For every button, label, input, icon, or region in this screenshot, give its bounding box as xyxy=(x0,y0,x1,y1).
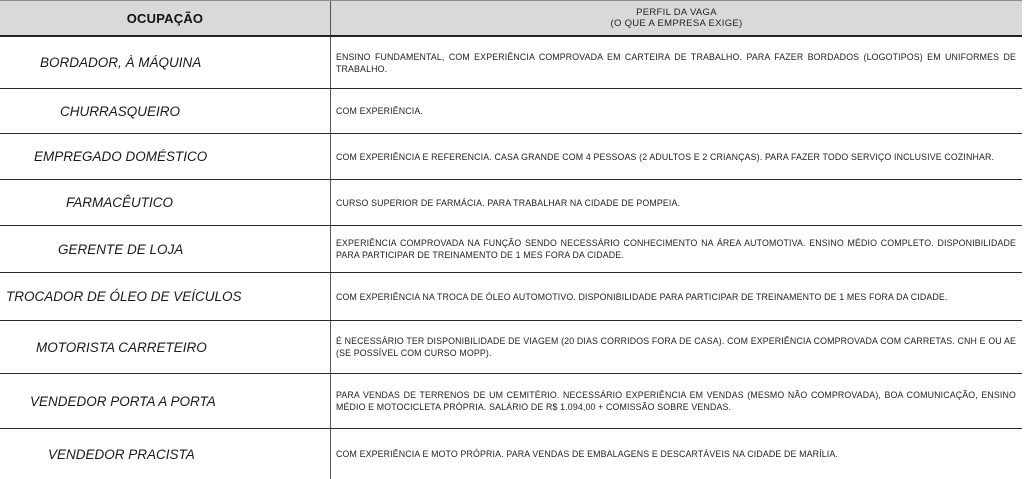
profile-cell xyxy=(330,226,1022,272)
table-row xyxy=(0,134,1022,180)
profile-cell xyxy=(330,89,1022,133)
occupation-cell: BORDADOR, À MÁQUINA xyxy=(40,55,202,70)
header-profile xyxy=(330,1,1022,35)
occupation-cell: CHURRASQUEIRO xyxy=(60,103,181,119)
profile-cell xyxy=(330,374,1022,428)
table-header xyxy=(0,0,1022,37)
table-row xyxy=(0,89,1022,134)
occupation-cell: VENDEDOR PORTA A PORTA xyxy=(30,393,216,409)
profile-text: COM EXPERIÊNCIA NA TROCA DE ÓLEO AUTOMOTIVO. DISPONIBILIDADE PARA PARTICIPAR DE TREINAMENTO DE 1 MES FORA DA CIDADE. xyxy=(336,291,948,302)
profile-text: PARA VENDAS DE TERRENOS DE UM CEMITÉRIO. NECESSÁRIO EXPERIÊNCIA EM VENDAS (MESMO NÃO COMPROVADA), BOA COMUNICAÇÃO, ENSINO MÉDIO E MOTOCICLETA PRÓPRIA. SALÁRIO DE R$ 1.094,00 + COMISSÃO SOBRE VENDAS. xyxy=(336,390,1016,412)
occupation-cell: MOTORISTA CARRETEIRO xyxy=(36,339,207,355)
occupation-cell: GERENTE DE LOJA xyxy=(58,241,184,257)
profile-cell xyxy=(330,180,1022,225)
profile-cell xyxy=(330,273,1022,320)
profile-text: COM EXPERIÊNCIA E REFERENCIA. CASA GRANDE COM 4 PESSOAS (2 ADULTOS E 2 CRIANÇAS). PARA FAZER TODO SERVIÇO INCLUSIVE COZINHAR. xyxy=(336,151,995,162)
profile-cell xyxy=(330,321,1022,373)
header-occupation: OCUPAÇÃO xyxy=(126,10,204,26)
table-row xyxy=(0,180,1022,226)
header-profile-subtitle: (O QUE A EMPRESA EXIGE) xyxy=(610,18,743,29)
table-row xyxy=(0,273,1022,321)
table-row xyxy=(0,429,1022,479)
profile-text: É NECESSÁRIO TER DISPONIBILIDADE DE VIAGEM (20 DIAS CORRIDOS FORA DE CASA). COM EXPERIÊNCIA COMPROVADA COM CARRETAS. CNH E OU AE (SE POSSÍVEL COM CURSO MOPP). xyxy=(336,336,1016,358)
header-profile-title: PERFIL DA VAGA xyxy=(636,7,717,18)
profile-text: ENSINO FUNDAMENTAL, COM EXPERIÊNCIA COMPROVADA EM CARTEIRA DE TRABALHO. PARA FAZER BORDADOS (LOGOTIPOS) EM UNIFORMES DE TRABALHO. xyxy=(336,51,1016,74)
profile-cell xyxy=(330,134,1022,179)
table-row xyxy=(0,226,1022,273)
profile-text: EXPERIÊNCIA COMPROVADA NA FUNÇÃO SENDO NECESSÁRIO CONHECIMENTO NA ÁREA AUTOMOTIVA. ENSINO MÉDIO COMPLETO. DISPONIBILIDADE PARA PARTICIPAR DE TREINAMENTO DE 1 MES FORA DA CIDADE. xyxy=(336,238,1016,260)
table-row xyxy=(0,37,1022,89)
occupation-cell: TROCADOR DE ÓLEO DE VEÍCULOS xyxy=(6,289,242,304)
profile-text: CURSO SUPERIOR DE FARMÁCIA. PARA TRABALHAR NA CIDADE DE POMPEIA. xyxy=(336,197,681,208)
table-row xyxy=(0,321,1022,374)
profile-cell xyxy=(330,37,1022,88)
occupation-cell: VENDEDOR PRACISTA xyxy=(48,446,195,462)
profile-cell xyxy=(330,429,1022,479)
occupation-cell: EMPREGADO DOMÉSTICO xyxy=(34,149,208,164)
profile-text: COM EXPERIÊNCIA. xyxy=(336,106,423,116)
profile-text: COM EXPERIÊNCIA E MOTO PRÓPRIA. PARA VENDAS DE EMBALAGENS E DESCARTÁVEIS NA CIDADE DE MARÍLIA. xyxy=(336,449,838,459)
table-row xyxy=(0,374,1022,429)
occupation-cell: FARMACÊUTICO xyxy=(66,195,173,210)
